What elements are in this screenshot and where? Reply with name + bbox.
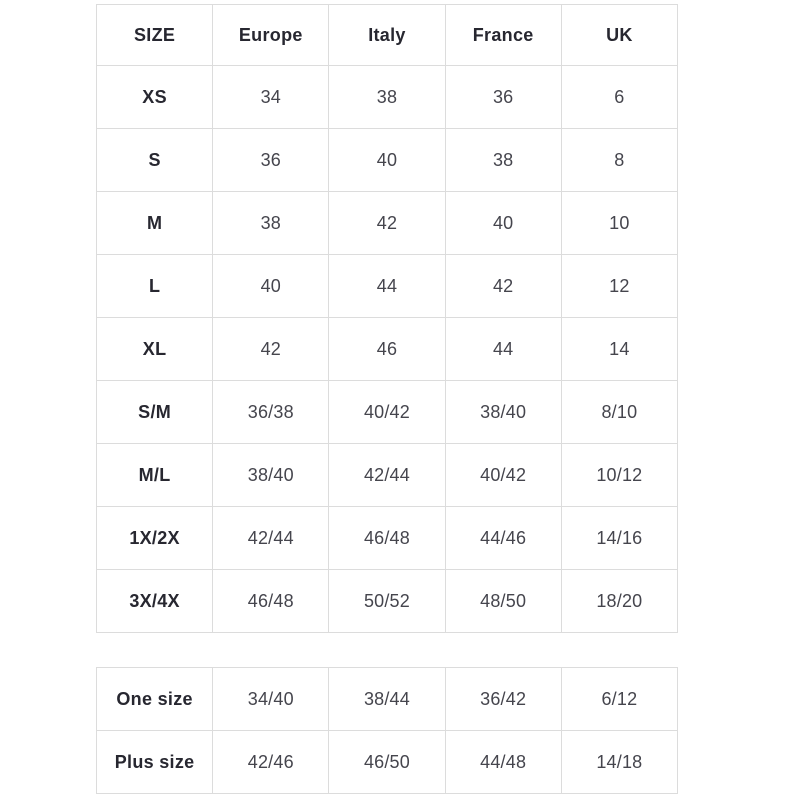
size-value-cell: 38/44 <box>329 668 445 731</box>
size-value-cell: 44 <box>329 255 445 318</box>
row-label: M/L <box>97 444 213 507</box>
size-value-cell: 48/50 <box>445 570 561 633</box>
size-value-cell: 6/12 <box>561 668 677 731</box>
size-value-cell: 46/48 <box>213 570 329 633</box>
column-header-italy: Italy <box>329 5 445 66</box>
row-label: 1X/2X <box>97 507 213 570</box>
size-value-cell: 8 <box>561 129 677 192</box>
size-value-cell: 12 <box>561 255 677 318</box>
row-label: XS <box>97 66 213 129</box>
table-row-l <box>97 255 678 318</box>
row-label: XL <box>97 318 213 381</box>
size-value-cell: 38 <box>445 129 561 192</box>
row-label: One size <box>97 668 213 731</box>
size-value-cell: 46/50 <box>329 731 445 794</box>
size-value-cell: 42/46 <box>213 731 329 794</box>
size-value-cell: 38 <box>329 66 445 129</box>
table-row-sm <box>97 381 678 444</box>
size-value-cell: 44/46 <box>445 507 561 570</box>
row-label: 3X/4X <box>97 570 213 633</box>
size-value-cell: 36/38 <box>213 381 329 444</box>
size-value-cell: 38/40 <box>445 381 561 444</box>
column-header-size: SIZE <box>97 5 213 66</box>
table-row-m <box>97 192 678 255</box>
size-value-cell: 34 <box>213 66 329 129</box>
table-head <box>97 5 678 66</box>
size-value-cell: 40/42 <box>329 381 445 444</box>
size-value-cell: 42 <box>213 318 329 381</box>
table-row-one-size <box>97 668 678 731</box>
table-header-row <box>97 5 678 66</box>
size-value-cell: 14/18 <box>561 731 677 794</box>
size-conversion-table <box>96 4 678 633</box>
size-value-cell: 14/16 <box>561 507 677 570</box>
row-label: M <box>97 192 213 255</box>
size-value-cell: 46 <box>329 318 445 381</box>
table-row-1x2x <box>97 507 678 570</box>
table-row-s <box>97 129 678 192</box>
table-body <box>97 66 678 633</box>
row-label: S/M <box>97 381 213 444</box>
size-value-cell: 38/40 <box>213 444 329 507</box>
size-value-cell: 46/48 <box>329 507 445 570</box>
size-value-cell: 18/20 <box>561 570 677 633</box>
size-value-cell: 44 <box>445 318 561 381</box>
size-value-cell: 8/10 <box>561 381 677 444</box>
column-header-uk: UK <box>561 5 677 66</box>
row-label: Plus size <box>97 731 213 794</box>
row-label: L <box>97 255 213 318</box>
special-sizes-table <box>96 667 678 794</box>
table-row-plus-size <box>97 731 678 794</box>
size-value-cell: 36 <box>445 66 561 129</box>
size-value-cell: 42 <box>329 192 445 255</box>
size-value-cell: 6 <box>561 66 677 129</box>
size-value-cell: 40/42 <box>445 444 561 507</box>
size-value-cell: 10/12 <box>561 444 677 507</box>
row-label: S <box>97 129 213 192</box>
column-header-europe: Europe <box>213 5 329 66</box>
size-value-cell: 38 <box>213 192 329 255</box>
size-value-cell: 36/42 <box>445 668 561 731</box>
size-value-cell: 40 <box>445 192 561 255</box>
table-row-ml <box>97 444 678 507</box>
size-value-cell: 10 <box>561 192 677 255</box>
size-value-cell: 42/44 <box>329 444 445 507</box>
table-body <box>97 668 678 794</box>
size-value-cell: 34/40 <box>213 668 329 731</box>
size-value-cell: 36 <box>213 129 329 192</box>
table-row-xs <box>97 66 678 129</box>
size-value-cell: 42/44 <box>213 507 329 570</box>
table-row-xl <box>97 318 678 381</box>
column-header-france: France <box>445 5 561 66</box>
size-value-cell: 14 <box>561 318 677 381</box>
size-value-cell: 40 <box>329 129 445 192</box>
size-value-cell: 42 <box>445 255 561 318</box>
size-value-cell: 50/52 <box>329 570 445 633</box>
table-row-3x4x <box>97 570 678 633</box>
size-value-cell: 40 <box>213 255 329 318</box>
size-value-cell: 44/48 <box>445 731 561 794</box>
